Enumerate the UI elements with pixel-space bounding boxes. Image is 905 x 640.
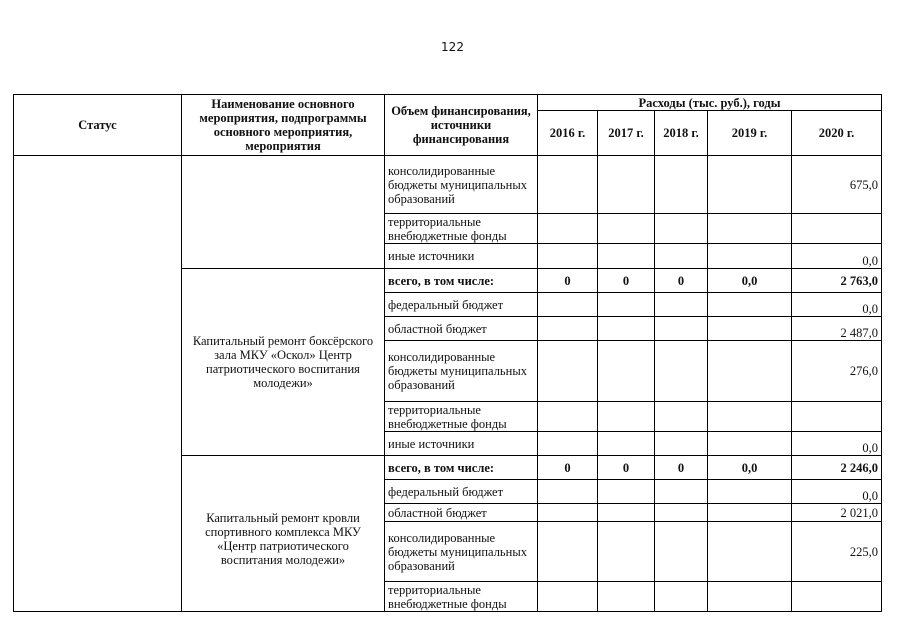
source-cell: федеральный бюджет (385, 480, 538, 504)
header-status: Статус (14, 95, 182, 156)
value-2020: 0,0 (792, 432, 882, 456)
value-2020 (792, 402, 882, 432)
value-2020: 675,0 (792, 156, 882, 214)
source-cell: федеральный бюджет (385, 293, 538, 317)
value-2020 (792, 214, 882, 244)
value-2019: 0,0 (708, 269, 792, 293)
source-cell: иные источники (385, 244, 538, 269)
source-cell: территориальные внебюджетные фонды (385, 214, 538, 244)
source-cell: консолидированные бюджеты муниципальных образований (385, 156, 538, 214)
page-number: 122 (441, 40, 464, 54)
value-2020: 225,0 (792, 522, 882, 582)
value-2020: 0,0 (792, 293, 882, 317)
header-name: Наименование основного мероприятия, подпрограммы основного мероприятия, мероприятия (182, 95, 385, 156)
source-cell: иные источники (385, 432, 538, 456)
value-2020: 276,0 (792, 341, 882, 402)
expenses-table (13, 94, 882, 612)
value-2016: 0 (538, 456, 598, 480)
source-cell: областной бюджет (385, 504, 538, 522)
status-cell (14, 156, 182, 612)
source-cell: всего, в том числе: (385, 269, 538, 293)
header-year-2016: 2016 г. (538, 111, 598, 156)
value-2017: 0 (598, 269, 655, 293)
source-cell: консолидированные бюджеты муниципальных образований (385, 522, 538, 582)
value-2018: 0 (655, 456, 708, 480)
name-cell-continued (182, 156, 385, 269)
source-cell: территориальные внебюджетные фонды (385, 402, 538, 432)
value-2020: 2 487,0 (792, 317, 882, 341)
value-2016: 0 (538, 269, 598, 293)
header-expenses: Расходы (тыс. руб.), годы (538, 95, 882, 111)
value-2020: 2 246,0 (792, 456, 882, 480)
event-name-boxing-hall: Капитальный ремонт боксёрского зала МКУ «Оскол» Центр патриотического воспитания молодежи» (182, 269, 385, 456)
value-2019: 0,0 (708, 456, 792, 480)
value-2020 (792, 582, 882, 612)
header-year-2020: 2020 г. (792, 111, 882, 156)
value-2017: 0 (598, 456, 655, 480)
value-2018: 0 (655, 269, 708, 293)
event-name-roof-repair: Капитальный ремонт кровли спортивного комплекса МКУ «Центр патриотического воспитания молодежи» (182, 456, 385, 612)
value-2020: 0,0 (792, 244, 882, 269)
header-source: Объем финансирования, источники финансирования (385, 95, 538, 156)
header-year-2017: 2017 г. (598, 111, 655, 156)
source-cell: всего, в том числе: (385, 456, 538, 480)
source-cell: областной бюджет (385, 317, 538, 341)
value-2020: 2 021,0 (792, 504, 882, 522)
value-2020: 0,0 (792, 480, 882, 504)
header-row-1 (14, 95, 882, 111)
source-cell: консолидированные бюджеты муниципальных образований (385, 341, 538, 402)
table-row (14, 156, 882, 214)
source-cell: территориальные внебюджетные фонды (385, 582, 538, 612)
header-year-2018: 2018 г. (655, 111, 708, 156)
value-2020: 2 763,0 (792, 269, 882, 293)
header-year-2019: 2019 г. (708, 111, 792, 156)
